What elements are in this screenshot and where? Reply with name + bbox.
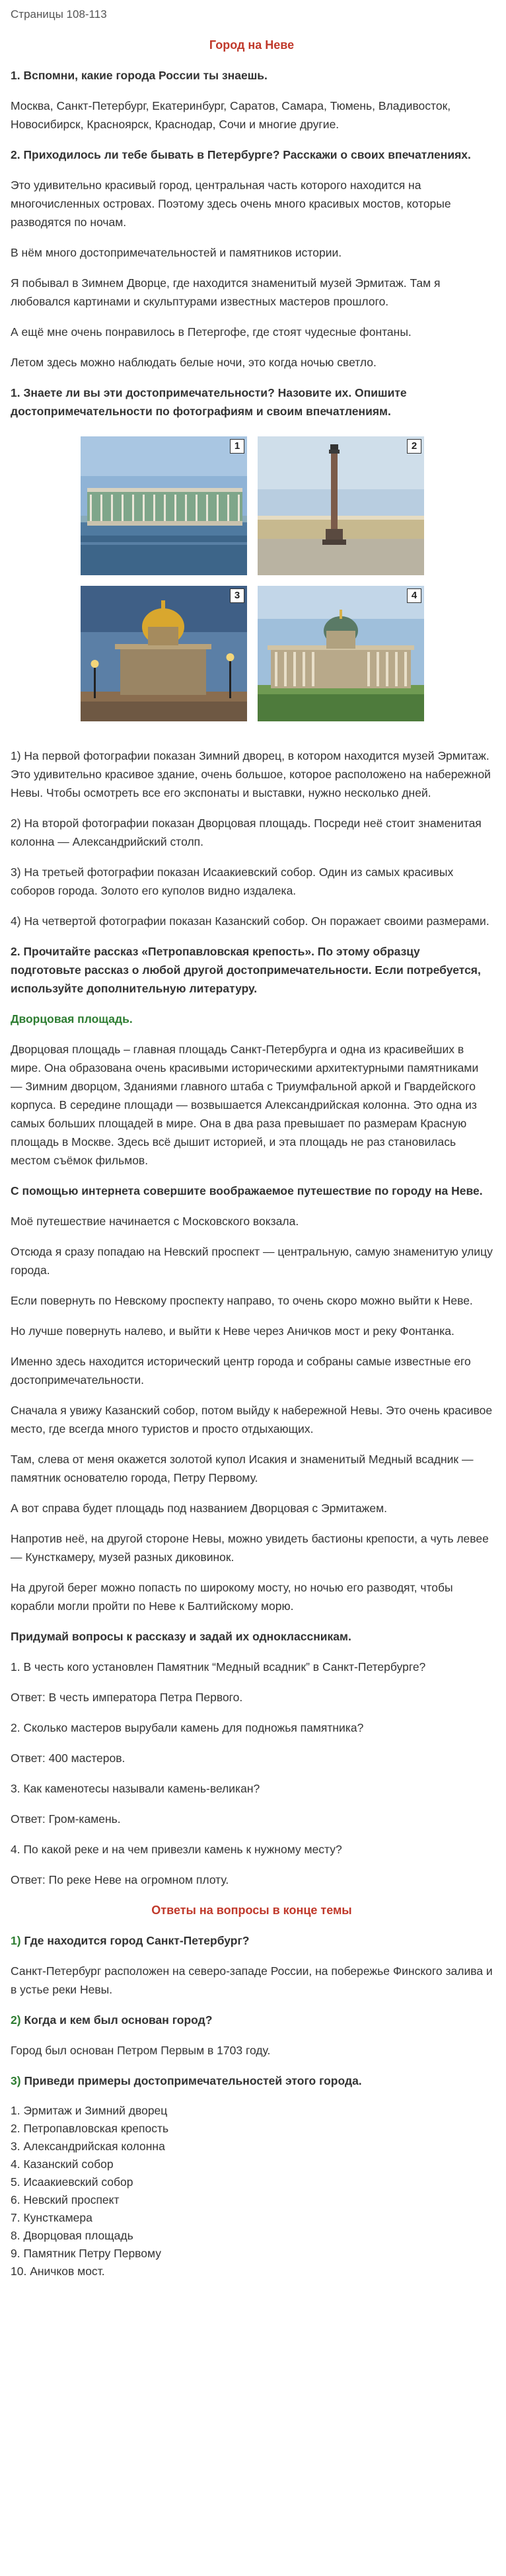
answers-question-2 xyxy=(11,2011,493,2029)
qa-item: 4. По какой реке и на чем привезли камень к нужному месту? xyxy=(11,1843,342,1856)
list-item: 8. Дворцовая площадь xyxy=(11,2229,133,2242)
photo-number-badge: 2 xyxy=(407,439,421,454)
list-item: 4. Казанский собор xyxy=(11,2157,114,2171)
topic-title: Город на Неве xyxy=(209,38,295,52)
question-make-questions: Придумай вопросы к рассказу и задай их одноклассникам. xyxy=(11,1630,351,1643)
qa-item: Ответ: В честь императора Петра Первого. xyxy=(11,1691,243,1704)
list-item: 7. Кунсткамера xyxy=(11,2211,92,2224)
journey-p6: Сначала я увижу Казанский собор, потом выйду к набережной Невы. Это очень красивое место, где всегда много туристов и просто отдыхающих. xyxy=(11,1404,493,1435)
qa-item: 3. Как каменотесы называли камень-великан? xyxy=(11,1782,260,1795)
qa-item: 2. Сколько мастеров вырубали камень для подножья памятника? xyxy=(11,1721,364,1734)
answer-visit-p5: Летом здесь можно наблюдать белые ночи, это когда ночью светло. xyxy=(11,356,377,369)
list-item: 3. Александрийская колонна xyxy=(11,2140,165,2153)
question-cities: 1. Вспомни, какие города России ты знаешь. xyxy=(11,69,268,82)
journey-p10: На другой берег можно попасть по широкому мосту, но ночью его разводят, чтобы корабли могли пройти по Неве к Балтийскому морю. xyxy=(11,1581,453,1613)
question-story: 2. Прочитайте рассказ «Петропавловская крепость». По этому образцу подготовьте рассказ о любой другой достопримечательности. Если потребуется, используйте дополнительную литературу. xyxy=(11,945,481,995)
list-item: 2. Петропавловская крепость xyxy=(11,2122,169,2135)
question-number: 2) xyxy=(11,2013,21,2027)
question-text: Приведи примеры достопримечательностей этого города. xyxy=(24,2074,362,2087)
journey-p3: Если повернуть по Невскому проспекту направо, то очень скоро можно выйти к Неве. xyxy=(11,1294,473,1307)
answer-visit-p3: Я побывал в Зимнем Дворце, где находится знаменитый музей Эрмитаж. Там я любовался картинами и скульптурами известных мастеров прошлого. xyxy=(11,276,441,308)
list-item: 5. Исаакиевский собор xyxy=(11,2175,133,2189)
journey-p5: Именно здесь находится исторический центр города и собраны самые известные его достопримечательности. xyxy=(11,1355,471,1387)
question-number: 1) xyxy=(11,1934,21,1947)
question-landmarks: 1. Знаете ли вы эти достопримечательности? Назовите их. Опишите достопримечательности по фотографиям и своим впечатлениям. xyxy=(11,386,407,418)
story-text: Дворцовая площадь – главная площадь Санкт-Петербурга и одна из красивейших в мире. Она образована очень красивыми историческими архитектурными памятниками — Зимним дворцом, Зданиями главного штаба с Триумфальной аркой и Гвардейского корпуса. В середине площади — возвышается Александрийская колонна. Это одна из самых больших площадей в мире. Она в два раза превышает по размерам Красную площадь в Москве. Здесь всё дышит историей, и эта площадь не раз становилась местом съёмок фильмов. xyxy=(11,1043,479,1167)
answer-cities: Москва, Санкт-Петербург, Екатеринбург, Саратов, Самара, Тюмень, Владивосток, Новосибирск, Красноярск, Краснодар, Сочи и многие другие. xyxy=(11,99,451,131)
answer-visit-p1: Это удивительно красивый город, центральная часть которого находится на многочисленных островах. Поэтому здесь очень много красивых мостов, которые разводятся по ночам. xyxy=(11,179,451,229)
landmark-photos-grid xyxy=(81,436,424,721)
photo-number-badge: 3 xyxy=(230,588,244,603)
pages-link[interactable]: Страницы 108-113 xyxy=(11,8,107,20)
journey-p8: А вот справа будет площадь под названием Дворцовая с Эрмитажем. xyxy=(11,1502,388,1515)
journey-p4: Но лучше повернуть налево, и выйти к Неве через Аничков мост и реку Фонтанка. xyxy=(11,1324,454,1338)
photo-winter-palace xyxy=(81,436,247,575)
qa-item: Ответ: Гром-камень. xyxy=(11,1812,121,1826)
photo-number-badge: 1 xyxy=(230,439,244,454)
answer-photo-4: 4) На четвертой фотографии показан Казанский собор. Он поражает своими размерами. xyxy=(11,914,489,928)
answer-photo-3: 3) На третьей фотографии показан Исаакиевский собор. Один из самых красивых соборов города. Золото его куполов видно издалека. xyxy=(11,865,454,897)
answer-photo-1: 1) На первой фотографии показан Зимний дворец, в котором находится музей Эрмитаж. Это удивительно красивое здание, очень большое, которое расположено на набережной Невы. Чтобы осмотреть все его экспонаты и выставки, нужно несколько дней. xyxy=(11,749,491,799)
journey-p7: Там, слева от меня окажется золотой купол Исакия и знаменитый Медный всадник — памятник основателю города, Петру Первому. xyxy=(11,1453,474,1484)
answer-visit-p4: А ещё мне очень понравилось в Петергофе, где стоят чудесные фонтаны. xyxy=(11,325,412,339)
photo-kazan-cathedral xyxy=(258,586,424,721)
answers-answer-1: Санкт-Петербург расположен на северо-западе России, на побережье Финского залива и в устье реки Невы. xyxy=(11,1964,493,1996)
list-item: 6. Невский проспект xyxy=(11,2193,120,2206)
answer-visit-p2: В нём много достопримечательностей и памятников истории. xyxy=(11,246,342,259)
qa-item: Ответ: По реке Неве на огромном плоту. xyxy=(11,1873,229,1886)
answer-photo-2: 2) На второй фотографии показан Дворцовая площадь. Посреди неё стоит знаменитая колонна — Александрийский столп. xyxy=(11,817,482,848)
answers-question-1 xyxy=(11,1931,493,1950)
answers-question-3 xyxy=(11,2072,493,2090)
photo-number-badge: 4 xyxy=(407,588,421,603)
journey-p9: Напротив неё, на другой стороне Невы, можно увидеть бастионы крепости, а чуть левее — Кунсткамеру, музей разных диковинок. xyxy=(11,1532,489,1564)
question-text: Где находится город Санкт-Петербург? xyxy=(24,1934,250,1947)
story-heading: Дворцовая площадь. xyxy=(11,1012,133,1026)
answers-answer-2: Город был основан Петром Первым в 1703 году. xyxy=(11,2044,271,2057)
journey-p2: Отсюда я сразу попадаю на Невский проспект — центральную, самую знаменитую улицу города. xyxy=(11,1245,493,1277)
list-item: 1. Эрмитаж и Зимний дворец xyxy=(11,2104,168,2117)
photo-alexander-column xyxy=(258,436,424,575)
question-number: 3) xyxy=(11,2074,21,2087)
question-journey: С помощью интернета совершите воображаемое путешествие по городу на Неве. xyxy=(11,1184,483,1197)
list-item: 9. Памятник Петру Первому xyxy=(11,2247,161,2260)
question-visit: 2. Приходилось ли тебе бывать в Петербурге? Расскажи о своих впечатлениях. xyxy=(11,148,471,161)
question-text: Когда и кем был основан город? xyxy=(24,2013,213,2027)
journey-p1: Моё путешествие начинается с Московского вокзала. xyxy=(11,1215,299,1228)
answers-title: Ответы на вопросы в конце темы xyxy=(151,1904,352,1917)
qa-item: 1. В честь кого установлен Памятник “Медный всадник” в Санкт-Петербурге? xyxy=(11,1660,426,1673)
photo-isaac-cathedral xyxy=(81,586,247,721)
list-item: 10. Аничков мост. xyxy=(11,2265,105,2278)
qa-item: Ответ: 400 мастеров. xyxy=(11,1751,126,1765)
sights-list xyxy=(11,2102,493,2280)
